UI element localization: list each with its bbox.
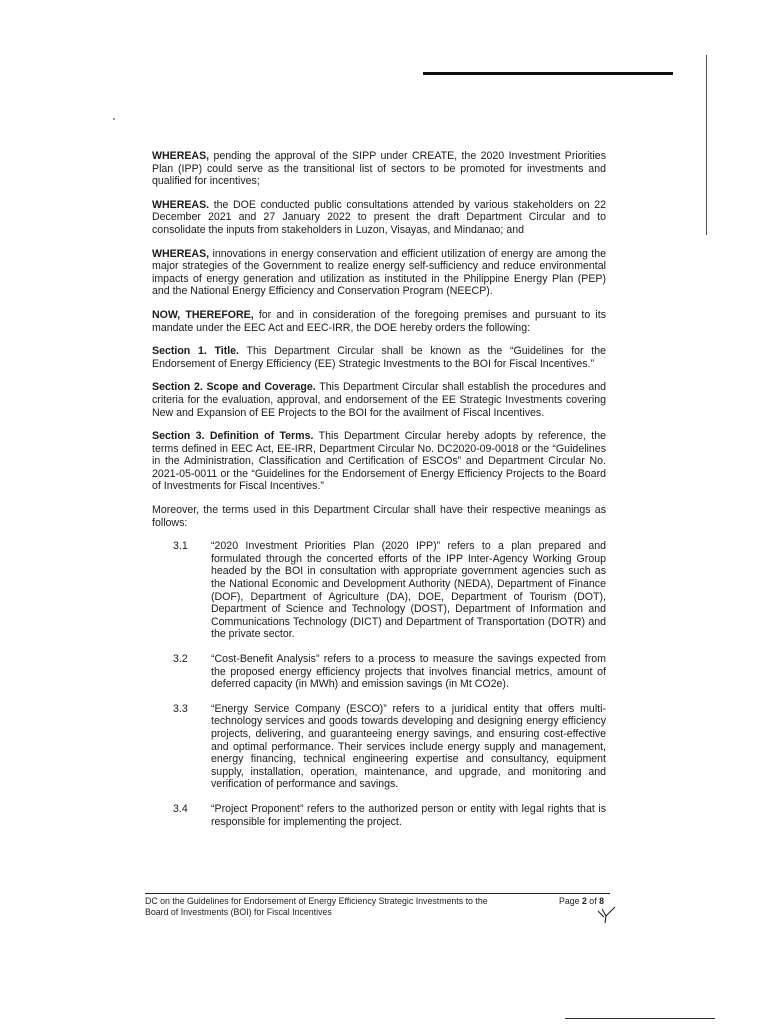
- scan-artifact-top-rule: [423, 72, 673, 75]
- footer-document-title: DC on the Guidelines for Endorsement of Energy Efficiency Strategic Investments to the Board of Investments (BOI) for Fiscal Incentives: [145, 896, 488, 917]
- whereas-paragraph-1: WHEREAS, pending the approval of the SIPP under CREATE, the 2020 Investment Priorities Plan (IPP) could serve as the transitional list of sectors to be promoted for investments and qualified for incentives;: [152, 150, 606, 188]
- document-body: [152, 150, 606, 840]
- scan-artifact-bottom-rule: [565, 1018, 715, 1019]
- definition-text: “Project Proponent” refers to the authorized person or entity with legal rights that is responsible for implementing the project.: [211, 802, 606, 828]
- now-therefore-paragraph: NOW, THEREFORE, for and in consideration of the foregoing premises and pursuant to its mandate under the EEC Act and EEC-IRR, the DOE hereby orders the following:: [152, 308, 606, 334]
- definition-list: [152, 540, 606, 828]
- definition-number: 3.4: [173, 802, 188, 815]
- definition-number: 3.1: [173, 540, 188, 553]
- whereas-paragraph-3: WHEREAS, innovations in energy conservation and efficient utilization of energy are among the major strategies of the Government to realize energy self-sufficiency and reduce environmental impacts of energy generation and utilization as instituted in the Philippine Energy Plan (PEP) and the National Energy Efficiency and Conservation Program (NEECP).: [152, 247, 606, 298]
- definition-text: “Energy Service Company (ESCO)” refers to a juridical entity that offers multi-technology services and goods towards developing and designing energy efficiency projects, delivering, and guaranteeing energy savings, and ensuring cost-effective and optimal performance. Their services include energy supply and management, energy financing, technical engineering expertise and consultancy, equipment supply, installation, operation, maintenance, and upgrade, and monitoring and verification of performance and savings.: [211, 702, 606, 791]
- section-1-title: Section 1. Title. This Department Circular shall be known as the “Guidelines for the Endorsement of Energy Efficiency (EE) Strategic Investments to the BOI for Fiscal Incentives.”: [152, 345, 606, 370]
- definition-item: [152, 653, 606, 691]
- scan-artifact-dot: [113, 118, 115, 120]
- page-number: Page 2 of 8: [558, 896, 604, 906]
- scan-artifact-right-edge: [706, 55, 707, 235]
- page-footer: [145, 893, 610, 917]
- section-3-definitions: Section 3. Definition of Terms. This Department Circular hereby adopts by reference, the terms defined in EEC Act, EE-IRR, Department Circular No. DC2020-09-0018 or the “Guidelines in the Administration, Classification and Certification of ESCOs” and Department Circular No. 2021-05-0011 or the “Guidelines for the Endorsement of Energy Efficiency Projects to the Board of Investments for Fiscal Incentives.”: [152, 430, 606, 493]
- definition-text: “2020 Investment Priorities Plan (2020 IPP)” refers to a plan prepared and formulated through the concerted efforts of the IPP Inter-Agency Working Group headed by the BOI in consultation with appropriate government agencies such as the National Economic and Development Authority (NEDA), Department of Finance (DOF), Department of Agriculture (DA), DOE, Department of Tourism (DOT), Department of Science and Technology (DOST), Department of Information and Communications Technology (DICT) and Department of Transportation (DOTR) and the private sector.: [211, 540, 606, 641]
- definition-number: 3.3: [173, 702, 188, 715]
- whereas-paragraph-2: WHEREAS. the DOE conducted public consultations attended by various stakeholders on 22 December 2021 and 27 January 2022 to present the draft Department Circular and to consolidate the inputs from stakeholders in Luzon, Visayas, and Mindanao; and: [152, 198, 606, 236]
- definition-text: “Cost-Benefit Analysis” refers to a process to measure the savings expected from the proposed energy efficiency projects that involves financial metrics, amount of deferred capacity (in MWh) and emission savings (in Mt CO2e).: [211, 653, 606, 691]
- definition-number: 3.2: [173, 653, 188, 665]
- section-2-scope: Section 2. Scope and Coverage. This Department Circular shall establish the procedures and criteria for the evaluation, approval, and endorsement of the EE Strategic Investments covering New and Expansion of EE Projects to the BOI for the availment of Fiscal Incentives.: [152, 381, 606, 419]
- definition-item: [152, 803, 606, 828]
- definition-item: [152, 703, 606, 791]
- definition-item: [152, 540, 606, 641]
- moreover-paragraph: Moreover, the terms used in this Department Circular shall have their respective meanings as follows:: [152, 504, 606, 529]
- handwritten-initials-mark: [596, 905, 616, 925]
